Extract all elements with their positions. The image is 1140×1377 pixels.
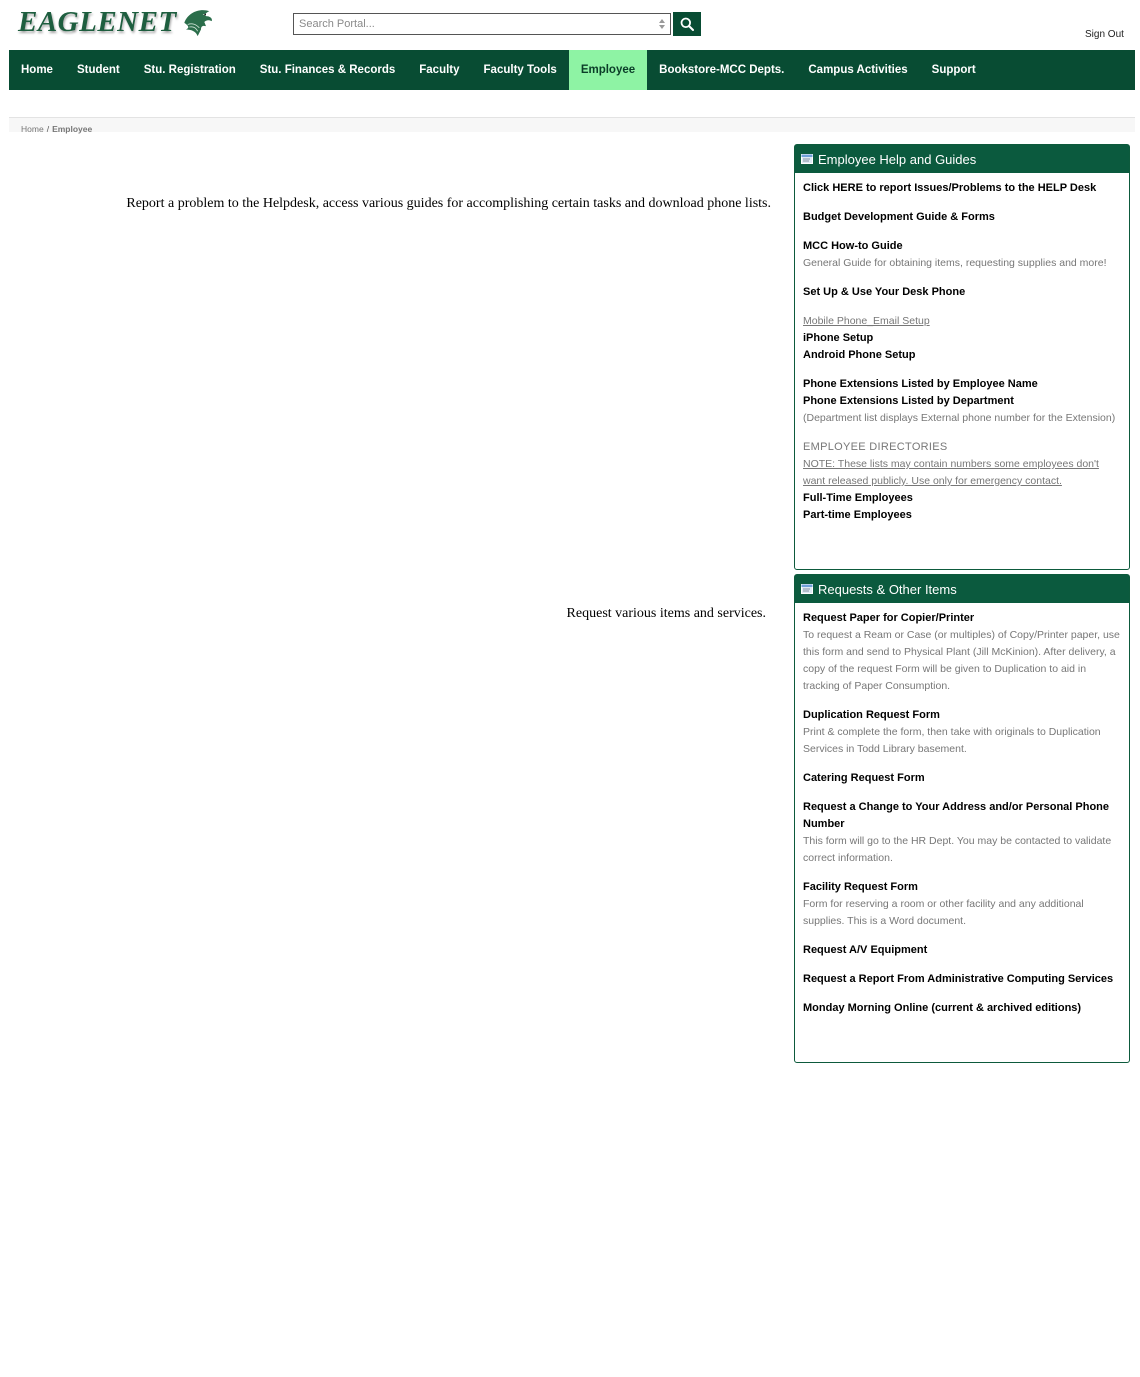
employee-help-panel: [794, 144, 1130, 570]
eaglenet-logo[interactable]: [18, 2, 214, 42]
paper-request-link[interactable]: Request Paper for Copier/Printer: [803, 612, 975, 624]
catering-request-link[interactable]: Catering Request Form: [803, 772, 925, 784]
requests-panel: [794, 574, 1130, 1063]
helpdesk-link[interactable]: Click HERE to report Issues/Problems to the HELP Desk: [803, 182, 1097, 194]
breadcrumb-bar: [9, 118, 1135, 132]
nav-home[interactable]: Home: [21, 64, 53, 76]
requests-intro-text: Request various items and services.: [566, 606, 766, 621]
breadcrumb: [21, 124, 92, 134]
directories-label: EMPLOYEE DIRECTORIES: [803, 441, 948, 453]
panel-window-icon: [801, 154, 813, 164]
breadcrumb-home[interactable]: Home: [21, 124, 44, 134]
eagle-icon: [181, 3, 214, 41]
directories-note: NOTE: These lists may contain numbers some employees don't want released publicly. Use only for emergency contact.: [803, 458, 1099, 487]
nav-faculty-tools[interactable]: Faculty Tools: [483, 64, 557, 76]
search-icon: [680, 17, 694, 31]
main-nav: [9, 50, 1135, 90]
nav-stu-finances-records[interactable]: Stu. Finances & Records: [259, 64, 396, 76]
help-intro-text: Report a problem to the Helpdesk, access various guides for accomplishing certain tasks and download phone lists.: [126, 196, 771, 211]
desk-phone-link[interactable]: Set Up & Use Your Desk Phone: [803, 286, 966, 298]
full-time-employees-link[interactable]: Full-Time Employees: [803, 492, 913, 504]
report-request-link[interactable]: Request a Report From Administrative Computing Services: [803, 973, 1114, 985]
search-box: [293, 13, 671, 35]
address-change-link[interactable]: Request a Change to Your Address and/or Personal Phone Number: [803, 801, 1110, 830]
ext-by-dept-link[interactable]: Phone Extensions Listed by Department: [803, 395, 1014, 407]
nav-bookstore-mcc-depts[interactable]: Bookstore-MCC Depts.: [659, 64, 785, 76]
android-setup-link[interactable]: Android Phone Setup: [803, 349, 916, 361]
spinner-arrows-icon[interactable]: [658, 18, 666, 30]
howto-guide-desc: General Guide for obtaining items, requesting supplies and more!: [803, 257, 1107, 269]
mobile-email-setup-link[interactable]: Mobile Phone_Email Setup: [803, 315, 930, 327]
paper-request-desc: To request a Ream or Case (or multiples) of Copy/Printer paper, use this form and send to Physical Plant (Jill McKinion). After delivery, a copy of the request Form will be given to Duplication to aid in tracking of Paper Consumption.: [803, 629, 1120, 692]
av-equipment-link[interactable]: Request A/V Equipment: [803, 944, 928, 956]
panel-title: Employee Help and Guides: [818, 151, 977, 167]
panel-title: Requests & Other Items: [818, 581, 957, 597]
duplication-request-link[interactable]: Duplication Request Form: [803, 709, 940, 721]
nav-support[interactable]: Support: [931, 64, 976, 76]
panel-header: [795, 575, 1129, 603]
part-time-employees-link[interactable]: Part-time Employees: [803, 509, 912, 521]
panel-window-icon: [801, 584, 813, 594]
panel-header: [795, 145, 1129, 173]
search-input[interactable]: [294, 14, 639, 34]
howto-guide-link[interactable]: MCC How-to Guide: [803, 240, 903, 252]
nav-student[interactable]: Student: [76, 64, 120, 76]
nav-employee[interactable]: Employee: [569, 50, 647, 90]
iphone-setup-link[interactable]: iPhone Setup: [803, 332, 874, 344]
monday-morning-online-link[interactable]: Monday Morning Online (current & archived editions): [803, 1002, 1082, 1014]
ext-by-name-link[interactable]: Phone Extensions Listed by Employee Name: [803, 378, 1038, 390]
address-change-desc: This form will go to the HR Dept. You may be contacted to validate correct information.: [803, 835, 1112, 864]
sign-out-link[interactable]: Sign Out: [1085, 29, 1124, 40]
search-button[interactable]: [673, 12, 701, 36]
breadcrumb-separator: /: [46, 124, 50, 134]
ext-note: (Department list displays External phone number for the Extension): [803, 412, 1116, 424]
facility-request-desc: Form for reserving a room or other facility and any additional supplies. This is a Word document.: [803, 898, 1084, 927]
breadcrumb-current: Employee: [52, 124, 93, 134]
logo-text: EAGLENET: [18, 5, 177, 38]
nav-faculty[interactable]: Faculty: [419, 64, 460, 76]
facility-request-link[interactable]: Facility Request Form: [803, 881, 918, 893]
nav-campus-activities[interactable]: Campus Activities: [808, 64, 908, 76]
nav-stu-registration[interactable]: Stu. Registration: [143, 64, 236, 76]
duplication-request-desc: Print & complete the form, then take with originals to Duplication Services in Todd Library basement.: [803, 726, 1101, 755]
budget-guide-link[interactable]: Budget Development Guide & Forms: [803, 211, 995, 223]
